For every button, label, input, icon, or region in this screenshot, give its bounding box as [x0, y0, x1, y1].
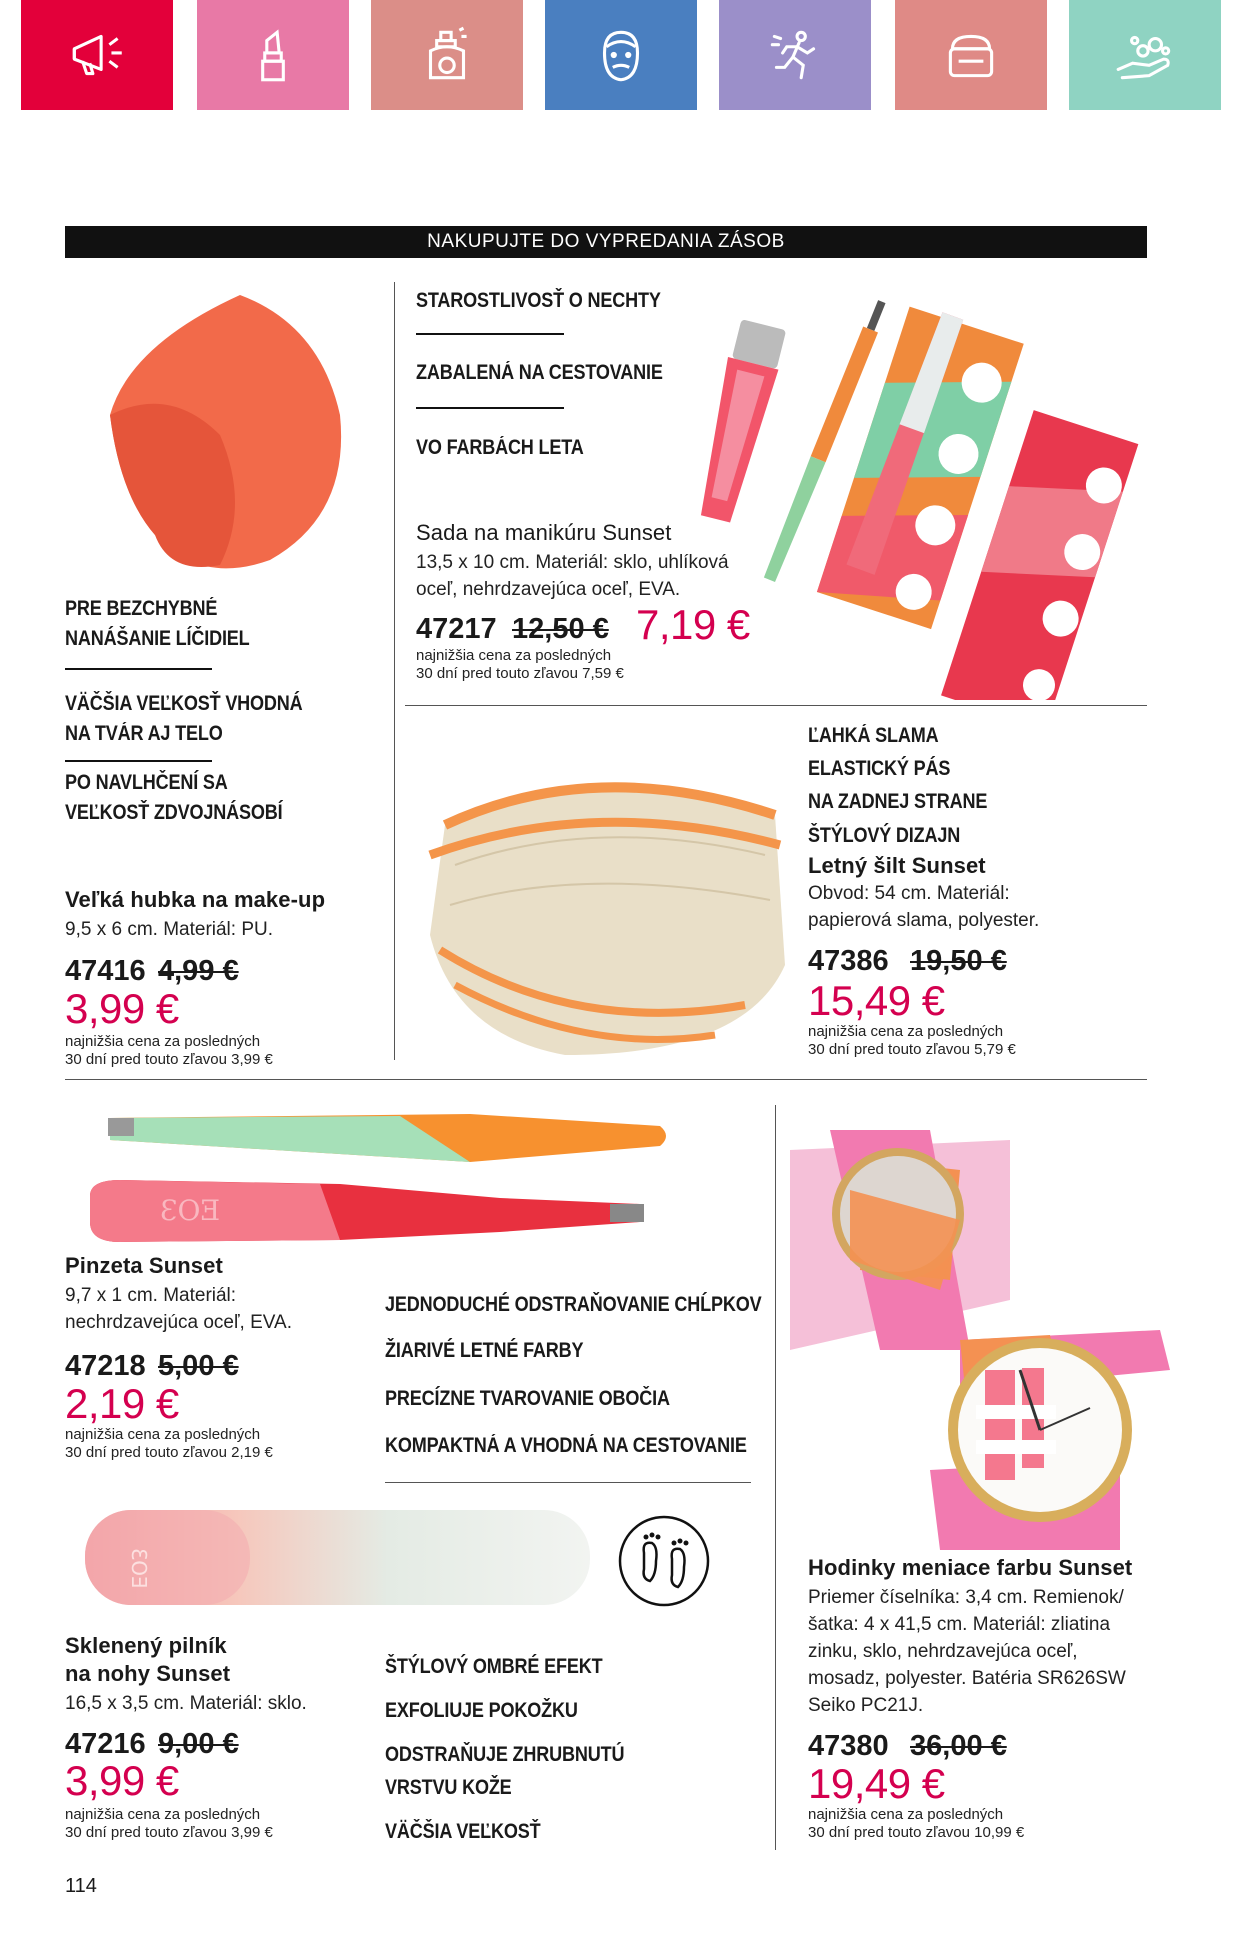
- svg-text:ƐOƎ: ƐOƎ: [160, 1194, 221, 1227]
- cream-jar-icon: [938, 22, 1004, 88]
- sun-visor-image: [415, 735, 795, 1075]
- fragrance-tab[interactable]: [371, 0, 523, 110]
- divider-vertical-top: [394, 282, 395, 1060]
- manicure-set-image: [690, 280, 1210, 700]
- product-note2-visor: 30 dní pred touto zľavou 5,79 €: [808, 1041, 1016, 1058]
- product-note1-visor: najnižšia cena za posledných: [808, 1023, 1004, 1040]
- product-old-price-sponge: 4,99 €: [158, 955, 239, 987]
- tweezers-image: [80, 1100, 680, 1250]
- feature-sponge-4: NA TVÁR AJ TELO: [65, 722, 223, 745]
- product-new-price-manicure: 7,19 €: [636, 601, 750, 648]
- product-note1-file: najnižšia cena za posledných: [65, 1806, 261, 1823]
- product-new-price-tweezers: 2,19 €: [65, 1380, 179, 1427]
- product-desc-file: 16,5 x 3,5 cm. Materiál: sklo.: [65, 1693, 307, 1714]
- product-name-tweezers: Pinzeta Sunset: [65, 1253, 223, 1278]
- product-new-price-file: 3,99 €: [65, 1757, 179, 1804]
- product-note2-manicure: 30 dní pred touto zľavou 7,59 €: [416, 665, 624, 682]
- product-note2-file: 30 dní pred touto zľavou 3,99 €: [65, 1824, 273, 1841]
- feature-rule: [416, 407, 564, 409]
- product-desc-tweezers: 9,7 x 1 cm. Materiál: nechrdzavejúca oceľ, EVA.: [65, 1285, 292, 1333]
- product-old-price-watch: 36,00 €: [910, 1730, 1007, 1762]
- product-name-manicure: Sada na manikúru Sunset: [416, 520, 672, 545]
- feature-manicure-2: ZABALENÁ NA CESTOVANIE: [416, 361, 663, 384]
- product-code-visor: 47386: [808, 945, 889, 977]
- product-name-watch: Hodinky meniace farbu Sunset: [808, 1555, 1133, 1580]
- product-code-sponge: 47416: [65, 955, 146, 987]
- product-old-price-visor: 19,50 €: [910, 945, 1007, 977]
- product-code-tweezers: 47218: [65, 1350, 146, 1382]
- svg-text:ƐOƎ: ƐOƎ: [127, 1548, 151, 1589]
- feature-visor-4: ŠTÝLOVÝ DIZAJN: [808, 824, 961, 847]
- product-old-price-tweezers: 5,00 €: [158, 1350, 239, 1382]
- foot-file-image: [80, 1500, 600, 1610]
- feature-tweezers-1: JEDNODUCHÉ ODSTRAŇOVANIE CHĹPKOV: [385, 1293, 762, 1316]
- feature-tweezers-2: ŽIARIVÉ LETNÉ FARBY: [385, 1339, 584, 1362]
- product-code-manicure: 47217: [416, 613, 497, 645]
- product-code-file: 47216: [65, 1728, 146, 1760]
- product-note1-sponge: najnižšia cena za posledných: [65, 1033, 261, 1050]
- feature-visor-2: ELASTICKÝ PÁS: [808, 757, 951, 780]
- wellness-tab[interactable]: [719, 0, 871, 110]
- bodycare-tab[interactable]: [1069, 0, 1221, 110]
- product-note2-tweezers: 30 dní pred touto zľavou 2,19 €: [65, 1444, 273, 1461]
- product-name-sponge: Veľká hubka na make-up: [65, 887, 326, 912]
- feature-sponge-3: VÄČŠIA VEĽKOSŤ VHODNÁ: [65, 692, 303, 715]
- product-name-visor: Letný šilt Sunset: [808, 853, 986, 878]
- product-desc-sponge: 9,5 x 6 cm. Materiál: PU.: [65, 919, 274, 940]
- lipstick-icon: [240, 22, 306, 88]
- product-name-file-line2: na nohy Sunset: [65, 1661, 231, 1686]
- makeup-sponge-image: [70, 285, 370, 585]
- feature-file-3: ODSTRAŇUJE ZHRUBNUTÚ: [385, 1743, 625, 1766]
- divider-tweezers-bottom: [385, 1482, 751, 1483]
- feature-manicure-3: VO FARBÁCH LETA: [416, 436, 584, 459]
- skincare-tab[interactable]: [895, 0, 1047, 110]
- product-new-price-sponge: 3,99 €: [65, 985, 179, 1032]
- product-new-price-visor: 15,49 €: [808, 977, 945, 1024]
- men-tab[interactable]: [545, 0, 697, 110]
- product-desc-visor: Obvod: 54 cm. Materiál: papierová slama, polyester.: [808, 883, 1040, 931]
- megaphone-icon: [64, 22, 130, 88]
- perfume-icon: [414, 22, 480, 88]
- divider-vertical-bottom: [775, 1105, 776, 1850]
- hand-foam-icon: [1112, 22, 1178, 88]
- product-new-price-watch: 19,49 €: [808, 1760, 945, 1807]
- feature-tweezers-3: PRECÍZNE TVAROVANIE OBOČIA: [385, 1387, 670, 1410]
- promo-tab[interactable]: [21, 0, 173, 110]
- feature-manicure-1: STAROSTLIVOSŤ O NECHTY: [416, 289, 661, 312]
- product-old-price-manicure: 12,50 €: [512, 613, 609, 645]
- product-desc-watch: Priemer číselníka: 3,4 cm. Remienok/šatka: 4 x 41,5 cm. Materiál: zliatina zinku, sklo, nehrdzavejúca oceľ, mosadz, polyester. Batéria SR626SW Seiko PC21J.: [808, 1587, 1126, 1716]
- feature-visor-1: ĽAHKÁ SLAMA: [808, 724, 939, 747]
- product-note1-manicure: najnižšia cena za posledných: [416, 647, 612, 664]
- running-icon: [762, 22, 828, 88]
- divider-row1-bottom: [65, 1079, 1147, 1080]
- feature-sponge-5: PO NAVLHČENÍ SA: [65, 771, 228, 794]
- feature-file-2: EXFOLIUJE POKOŽKU: [385, 1699, 578, 1722]
- feature-rule: [65, 760, 212, 762]
- feature-tweezers-4: KOMPAKTNÁ A VHODNÁ NA CESTOVANIE: [385, 1434, 747, 1457]
- feature-file-1: ŠTÝLOVÝ OMBRÉ EFEKT: [385, 1655, 603, 1678]
- product-note2-watch: 30 dní pred touto zľavou 10,99 €: [808, 1824, 1025, 1841]
- feature-file-5: VÄČŠIA VEĽKOSŤ: [385, 1820, 541, 1843]
- feature-sponge-1: PRE BEZCHYBNÉ: [65, 597, 218, 620]
- feature-sponge-2: NANÁŠANIE LÍČIDIEL: [65, 627, 250, 650]
- feet-icon: [616, 1513, 712, 1609]
- product-note1-tweezers: najnižšia cena za posledných: [65, 1426, 261, 1443]
- product-desc-manicure: 13,5 x 10 cm. Materiál: sklo, uhlíková oceľ, nehrdzavejúca oceľ, EVA.: [416, 552, 729, 600]
- makeup-tab[interactable]: [197, 0, 349, 110]
- feature-rule: [416, 333, 564, 335]
- product-old-price-file: 9,00 €: [158, 1728, 239, 1760]
- color-changing-watch-image: [790, 1130, 1190, 1550]
- sale-banner: NAKUPUJTE DO VYPREDANIA ZÁSOB: [65, 226, 1147, 258]
- man-face-icon: [588, 22, 654, 88]
- product-note1-watch: najnižšia cena za posledných: [808, 1806, 1004, 1823]
- feature-visor-3: NA ZADNEJ STRANE: [808, 790, 988, 813]
- product-name-file-line1: Sklenený pilník: [65, 1633, 227, 1658]
- product-note2-sponge: 30 dní pred touto zľavou 3,99 €: [65, 1051, 273, 1068]
- product-code-watch: 47380: [808, 1730, 889, 1762]
- page-number: 114: [65, 1875, 97, 1897]
- feature-file-4: VRSTVU KOŽE: [385, 1776, 512, 1799]
- feature-rule: [65, 668, 212, 670]
- divider-manicure-bottom: [405, 705, 1147, 706]
- feature-sponge-6: VEĽKOSŤ ZDVOJNÁSOBÍ: [65, 801, 283, 824]
